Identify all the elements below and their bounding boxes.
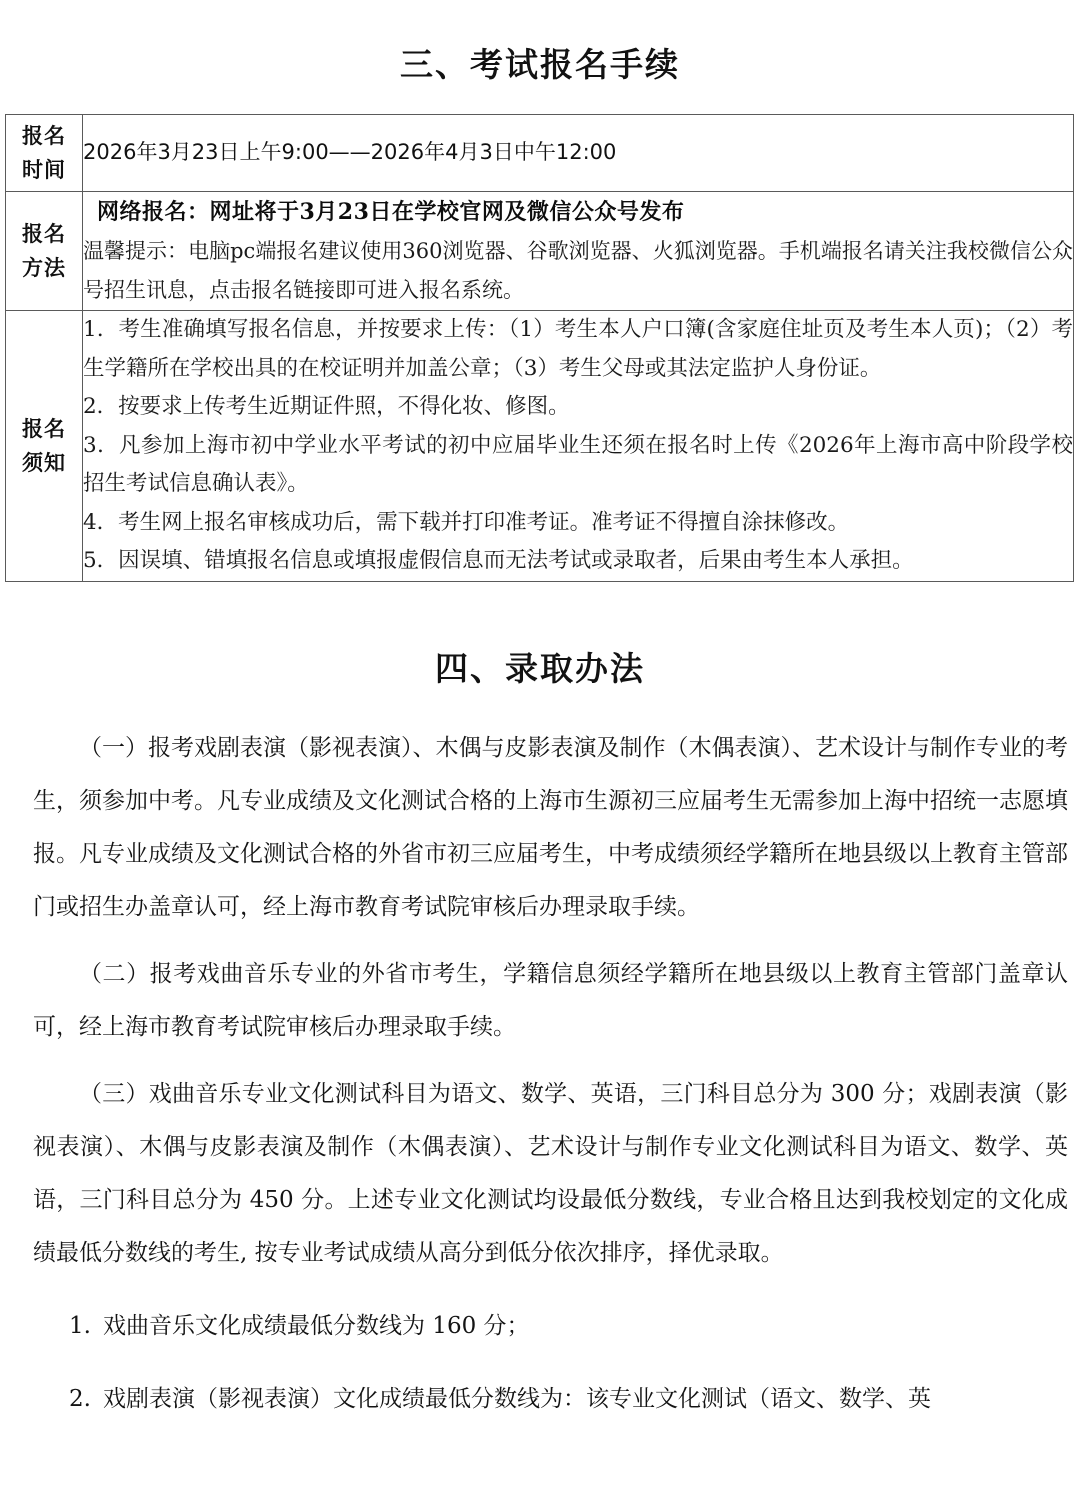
section-heading-three: 三、考试报名手续	[400, 45, 680, 84]
table-row-registration-notice	[6, 311, 1074, 582]
list-item	[33, 1373, 1068, 1426]
admission-paragraph-one: （一）报考戏剧表演（影视表演）、木偶与皮影表演及制作（木偶表演）、艺术设计与制作专业的考生，须参加中考。凡专业成绩及文化测试合格的上海市生源初三应届考生无需参加上海中招统一志愿填报。凡专业成绩及文化测试合格的外省市初三应届考生，中考成绩须经学籍所在地县级以上教育主管部门或招生办盖章认可，经上海市教育考试院审核后办理录取手续。	[33, 734, 1068, 920]
list-item-text: 戏曲音乐文化成绩最低分数线为 160 分；	[103, 1312, 530, 1339]
row-label-line: 须知	[22, 449, 66, 475]
registration-notice-list	[83, 311, 1073, 581]
row-label-registration-notice	[6, 311, 83, 582]
list-item: 3．凡参加上海市初中学业水平考试的初中应届毕业生还须在报名时上传《2026年上海市高中阶段学校招生考试信息确认表》。	[83, 432, 1073, 496]
row-label-registration-method	[6, 192, 83, 311]
row-value-registration-notice	[83, 311, 1074, 582]
row-label-registration-time	[6, 115, 83, 192]
row-label-line: 报名	[22, 123, 66, 148]
registration-method-headline: 网络报名：网址将于3月23日在学校官网及微信公众号发布	[97, 199, 685, 225]
list-item-number: 1.	[69, 1312, 91, 1339]
admission-body	[0, 722, 1080, 1280]
admission-paragraph-two: （二）报考戏曲音乐专业的外省市考生，学籍信息须经学籍所在地县级以上教育主管部门盖章认可，经上海市教育考试院审核后办理录取手续。	[33, 960, 1068, 1040]
section-heading-four: 四、录取办法	[435, 648, 645, 688]
row-value-registration-time	[83, 115, 1074, 192]
registration-method-note: 温馨提示：电脑pc端报名建议使用360浏览器、谷歌浏览器、火狐浏览器。手机端报名请关注我校微信公众号招生讯息，点击报名链接即可进入报名系统。	[83, 239, 1073, 302]
row-value-registration-method	[83, 192, 1074, 311]
list-item: 4．考生网上报名审核成功后，需下载并打印准考证。准考证不得擅自涂抹修改。	[83, 509, 850, 535]
admission-paragraph-three: （三）戏曲音乐专业文化测试科目为语文、数学、英语，三门科目总分为 300 分；戏剧表演（影视表演）、木偶与皮影表演及制作（木偶表演）、艺术设计与制作专业文化测试科目为语文、数学、英语，三门科目总分为 450 分。上述专业文化测试均设最低分数线，专业合格且达到我校划定的文化成绩最低分数线的考生, 按专业考试成绩从高分到低分依次排序，择优录取。	[33, 1080, 1068, 1266]
list-item: 1．考生准确填写报名信息，并按要求上传：（1）考生本人户口簿(含家庭住址页及考生本人页)；（2）考生学籍所在学校出具的在校证明并加盖公章；（3）考生父母或其法定监护人身份证。	[83, 317, 1073, 381]
list-item	[33, 1300, 1068, 1353]
list-item: 2．按要求上传考生近期证件照，不得化妆、修图。	[83, 394, 570, 419]
row-label-line: 报名	[22, 415, 66, 441]
registration-table-wrapper	[0, 114, 1080, 582]
list-item-number: 2.	[69, 1385, 91, 1412]
row-label-line: 方法	[22, 255, 66, 280]
registration-time-value: 2026年3月23日上午9:00——2026年4月3日中午12:00	[83, 140, 617, 164]
table-row-registration-time	[6, 115, 1074, 192]
registration-table	[5, 114, 1074, 582]
row-label-line: 报名	[22, 221, 66, 246]
list-item: 5．因误填、错填报名信息或填报虚假信息而无法考试或录取者，后果由考生本人承担。	[83, 548, 914, 573]
list-item-text: 戏剧表演（影视表演）文化成绩最低分数线为：该专业文化测试（语文、数学、英	[103, 1385, 931, 1412]
table-row-registration-method	[6, 192, 1074, 311]
row-label-line: 时间	[22, 157, 66, 182]
score-threshold-list	[0, 1300, 1080, 1426]
